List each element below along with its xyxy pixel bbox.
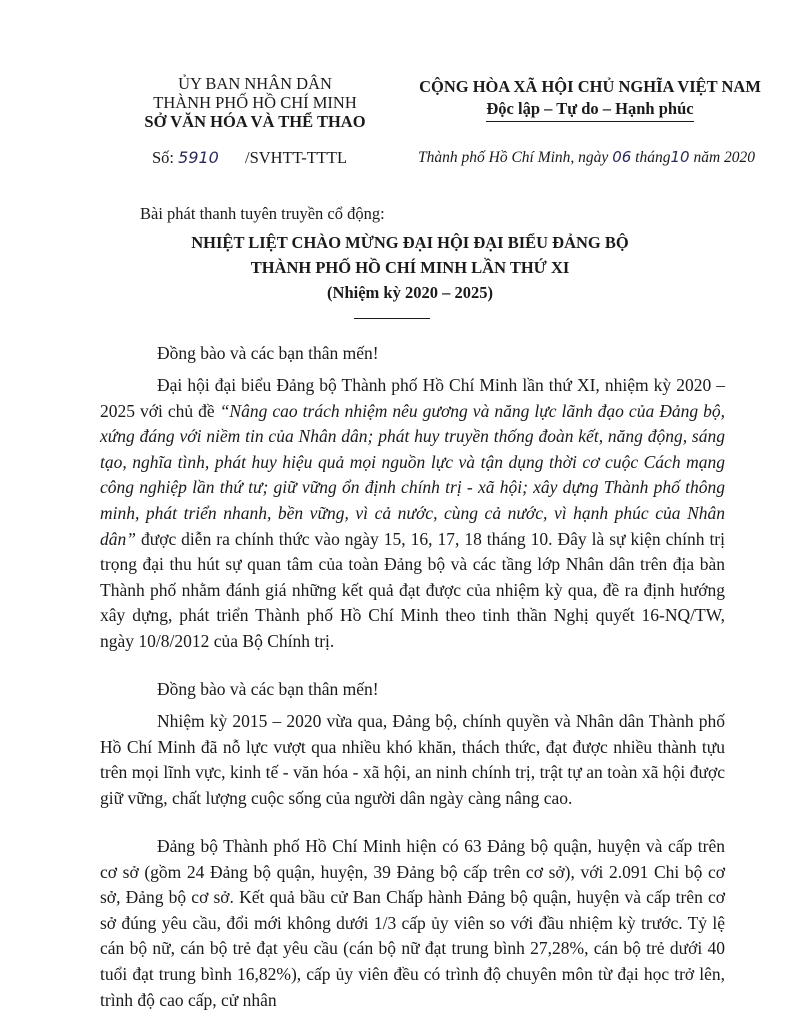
agency-line-1: ỦY BAN NHÂN DÂN — [178, 74, 332, 93]
body-paragraph-1 — [100, 373, 725, 655]
title-line-1: NHIỆT LIỆT CHÀO MỪNG ĐẠI HỘI ĐẠI BIỂU ĐẢNG BỘ — [191, 233, 629, 252]
issuing-agency — [100, 74, 410, 131]
date-year: năm 2020 — [693, 149, 756, 166]
doc-number-prefix: Số: — [152, 148, 175, 167]
country-name: CỘNG HÒA XÃ HỘI CHỦ NGHĨA VIỆT NAM — [419, 77, 761, 96]
p1-intro: Đại hội đại biểu Đảng bộ Thành phố Hồ Chí Minh lần thứ XI, nhiệm kỳ 2020 – 2025 với chủ đề — [100, 375, 725, 421]
document-date — [418, 148, 755, 167]
body-greeting-1: Đồng bào và các bạn thân mến! — [157, 343, 379, 363]
document-number — [152, 148, 347, 168]
congress-theme-quote: “Nâng cao trách nhiệm nêu gương và năng lực lãnh đạo của Đảng bộ, xứng đáng với niềm tin của Nhân dân; phát huy truyền thống đoàn kết, năng động, sáng tạo, nghĩa tình, phát huy hiệu quả mọi nguồn lực và tận dụng thời cơ cuộc Cách mạng công nghiệp lần thứ tư; giữ vững ổn định chính trị - xã hội; xây dựng Thành phố thông minh, phát triển nhanh, bền vững, vì cả nước, cùng cả nước, vì hạnh phúc của Nhân dân” — [100, 400, 725, 549]
date-prefix: Thành phố Hồ Chí Minh, ngày — [418, 149, 609, 166]
body-greeting-2: Đồng bào và các bạn thân mến! — [157, 679, 379, 699]
body-paragraph-2: Nhiệm kỳ 2015 – 2020 vừa qua, Đảng bộ, chính quyền và Nhân dân Thành phố Hồ Chí Minh đã nỗ lực vượt qua nhiều khó khăn, thách thức, đạt được nhiều thành tựu trên mọi lĩnh vực, kinh tế - văn hóa - xã hội, an ninh chính trị, trật tự an toàn xã hội được giữ vững, chất lượng cuộc sống của người dân ngày càng nâng cao. — [100, 711, 725, 808]
doc-number-handwritten: 5910 — [178, 148, 219, 167]
doc-number-suffix: /SVHTT-TTTL — [244, 148, 348, 167]
agency-line-2: THÀNH PHỐ HỒ CHÍ MINH — [153, 93, 357, 112]
national-motto — [400, 76, 780, 122]
title-line-2: THÀNH PHỐ HỒ CHÍ MINH LẦN THỨ XI — [250, 258, 570, 277]
body-paragraph-3: Đảng bộ Thành phố Hồ Chí Minh hiện có 63 Đảng bộ quận, huyện và cấp trên cơ sở (gồm 24 Đảng bộ quận, huyện, 39 Đảng bộ cấp trên cơ sở), với 2.091 Chi bộ cơ sở, Đảng bộ cơ sở. Kết quả bầu cử Ban Chấp hành Đảng bộ quận, huyện và cấp trên cơ sở đúng yêu cầu, đổi mới không dưới 1/3 cấp ủy viên so với đầu nhiệm kỳ trước. Tỷ lệ cán bộ nữ, cán bộ trẻ đạt yêu cầu (cán bộ nữ đạt trung bình 27,28%, cán bộ trẻ dưới 40 tuổi đạt trung bình 16,82%), cấp ủy viên đều có trình độ chuyên môn từ đại học trở lên, trình độ cao cấp, cử nhân — [100, 836, 725, 1010]
date-month-label: tháng — [635, 149, 671, 166]
date-day: 06 — [612, 148, 632, 166]
date-month: 10 — [670, 148, 690, 166]
intro-line: Bài phát thanh tuyên truyền cổ động: — [140, 204, 385, 223]
title-underline — [354, 318, 430, 319]
motto: Độc lập – Tự do – Hạnh phúc — [486, 98, 693, 122]
title-term: (Nhiệm kỳ 2020 – 2025) — [327, 283, 493, 302]
agency-line-3: SỞ VĂN HÓA VÀ THỂ THAO — [144, 112, 366, 131]
p1-rest: được diễn ra chính thức vào ngày 15, 16, 17, 18 tháng 10. Đây là sự kiện chính trị trọng đại thu hút sự quan tâm của toàn Đảng bộ và các tầng lớp Nhân dân trên địa bàn Thành phố nhằm đánh giá những kết quả đạt được của nhiệm kỳ qua, đề ra định hướng xây dựng, phát triển Thành phố Hồ Chí Minh theo tinh thần Nghị quyết 16-NQ/TW, ngày 10/8/2012 của Bộ Chính trị. — [100, 528, 725, 651]
